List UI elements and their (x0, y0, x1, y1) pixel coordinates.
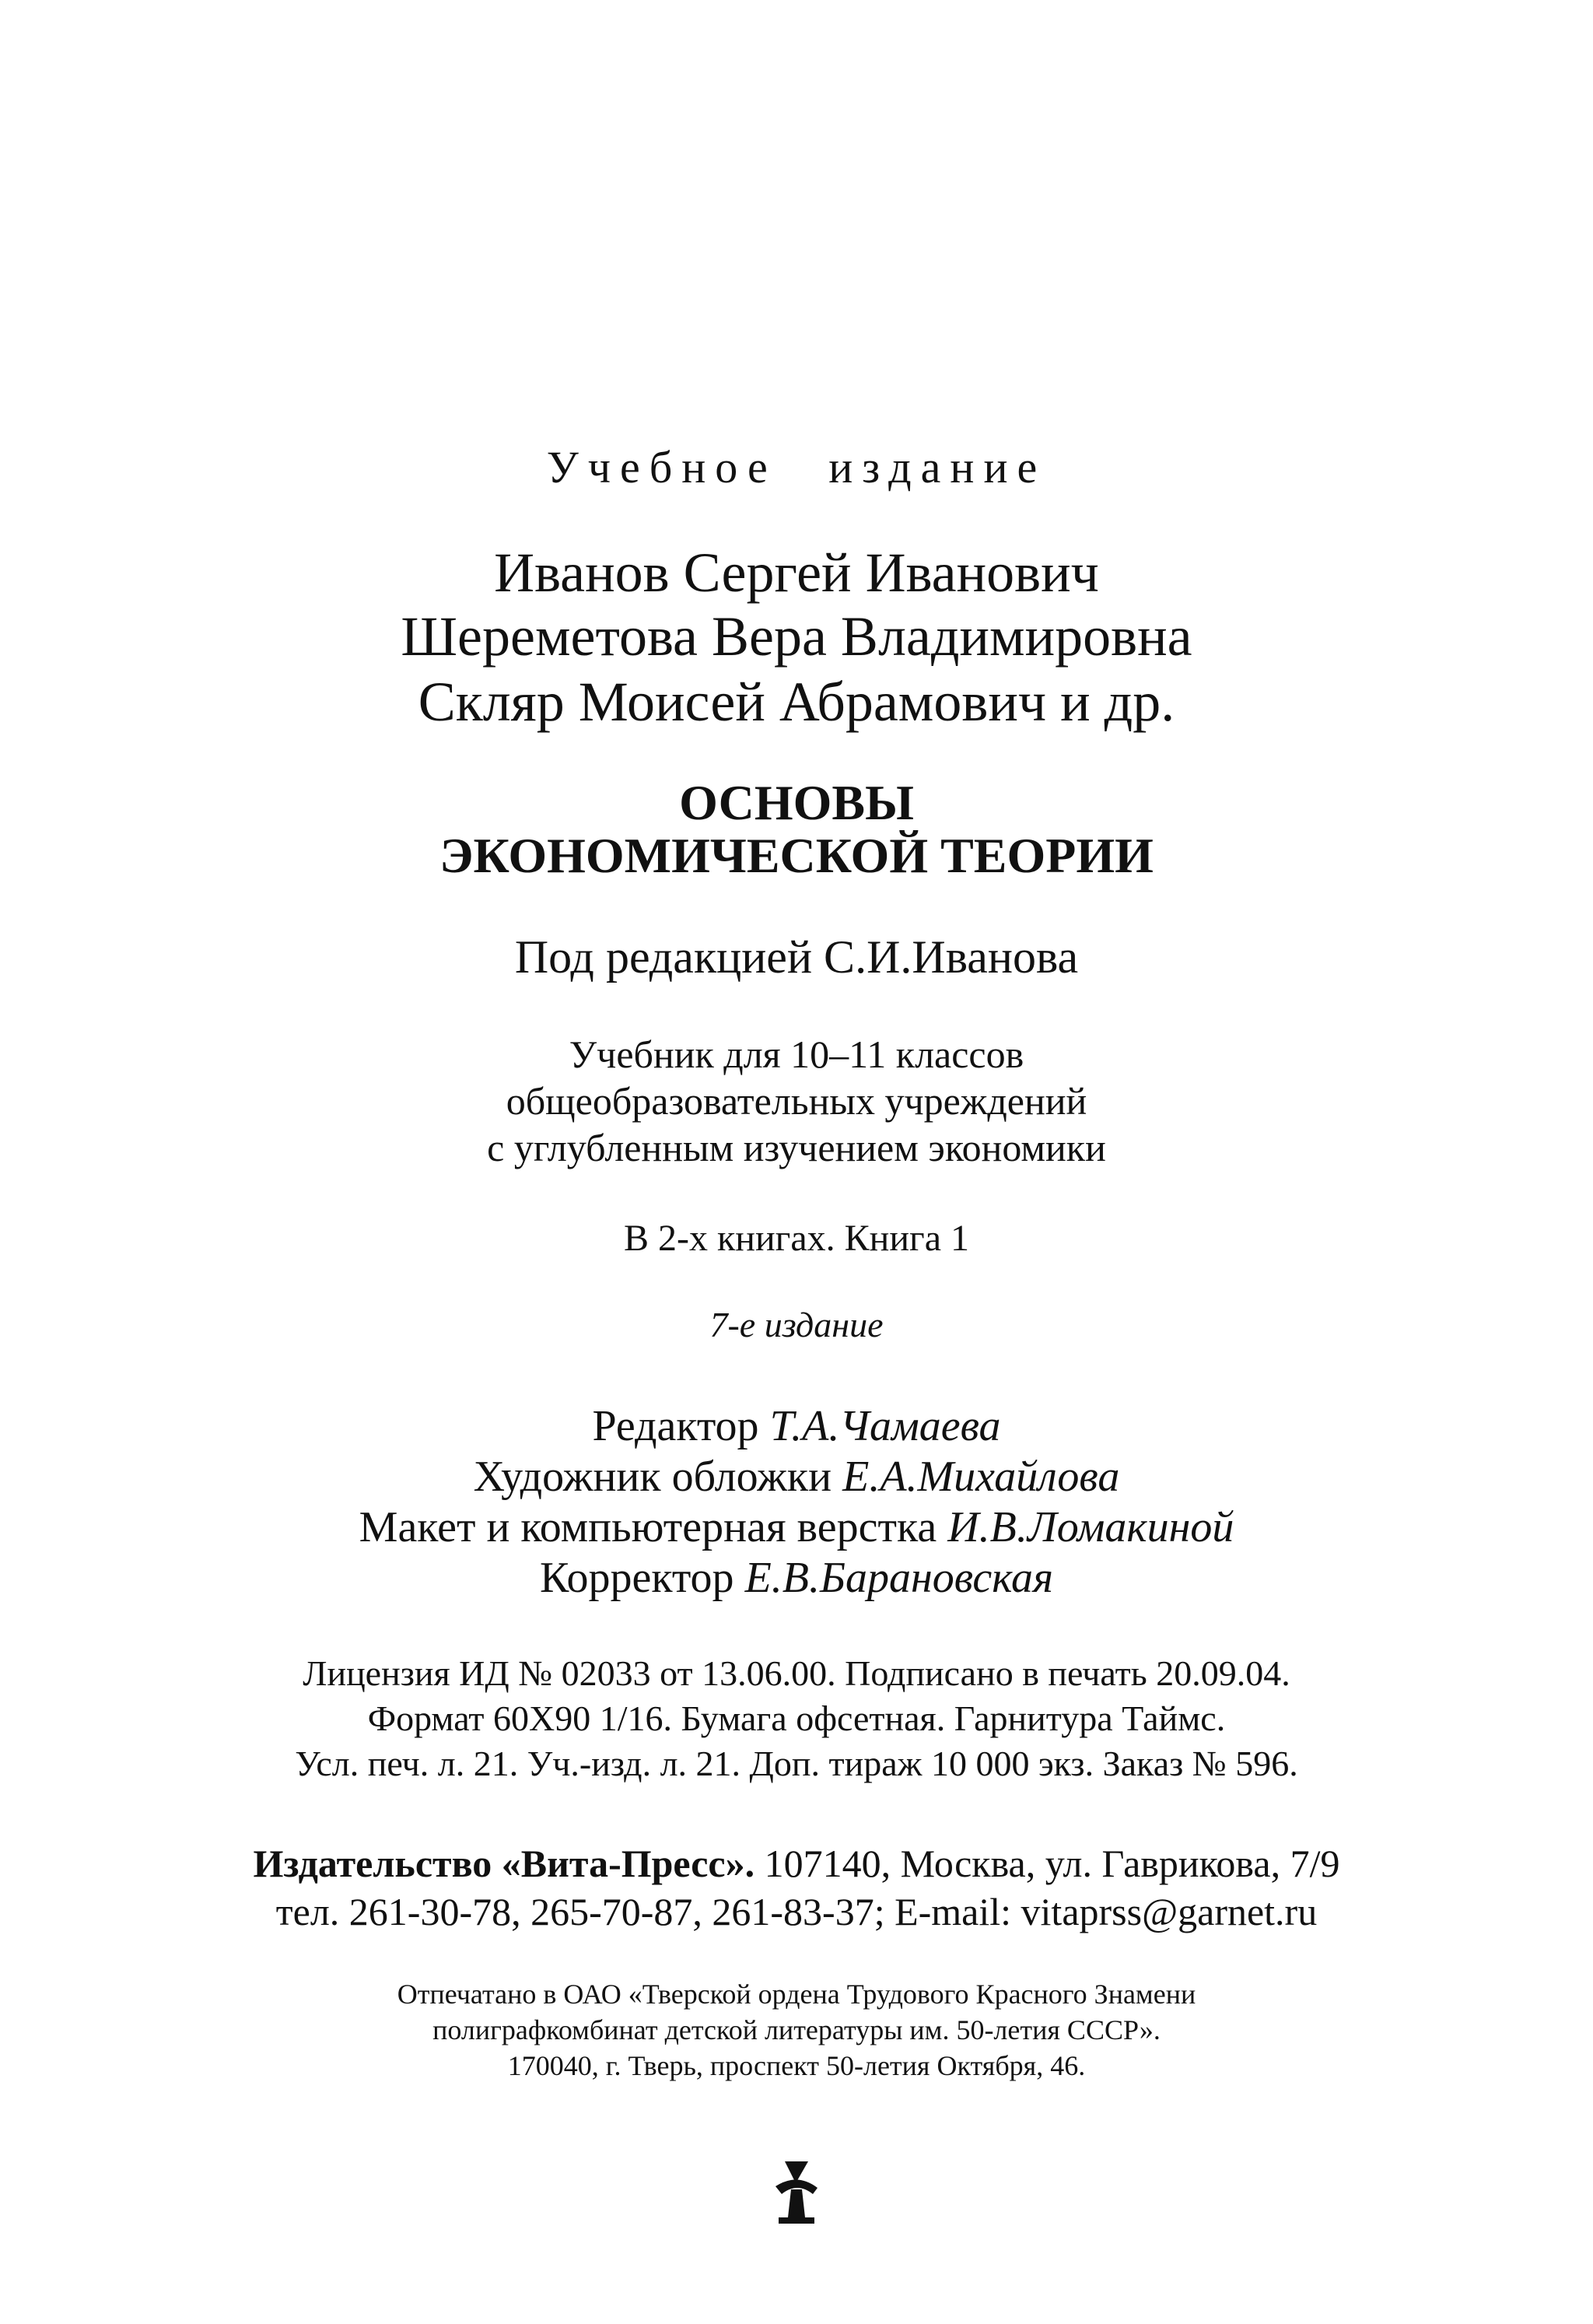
staff-role: Корректор (539, 1554, 734, 1602)
staff-name: Е.В.Барановская (744, 1554, 1054, 1602)
printer-emblem-icon (761, 2155, 832, 2225)
publisher-name: Издательство «Вита-Пресс». (253, 1842, 755, 1885)
staff-role: Редактор (592, 1402, 759, 1450)
emblem-base (779, 2217, 814, 2224)
publisher-contacts: тел. 261-30-78, 265-70-87, 261-83-37; E-mail: vitaprss@garnet.ru (275, 1890, 1318, 1933)
description-line-1: Учебник для 10–11 классов (569, 1032, 1024, 1076)
author-1: Иванов Сергей Иванович (494, 542, 1099, 604)
staff-name: Т.А.Чамаева (769, 1402, 1001, 1450)
emblem-stem (788, 2189, 805, 2217)
book-title-line-1: ОСНОВЫ (679, 775, 914, 830)
printer-line-2: полиграфкомбинат детской литературы им. 50-летия СССР». (432, 2014, 1161, 2045)
printer-emblem-svg (761, 2155, 832, 2225)
edited-by: Под редакцией С.И.Иванова (514, 931, 1079, 983)
staff-role: Художник обложки (473, 1453, 832, 1501)
license-line-1: Лицензия ИД № 02033 от 13.06.00. Подписано в печать 20.09.04. (303, 1653, 1290, 1693)
book-title-line-2: ЭКОНОМИЧЕСКОЙ ТЕОРИИ (439, 828, 1154, 883)
license-line-3: Усл. печ. л. 21. Уч.-изд. л. 21. Доп. тираж 10 000 экз. Заказ № 596. (295, 1744, 1298, 1783)
staff-name: И.В.Ломакиной (947, 1503, 1234, 1551)
staff-role: Макет и компьютерная верстка (359, 1503, 937, 1551)
staff-cover-artist (0, 1455, 1593, 1499)
publisher-line (0, 1844, 1593, 1883)
staff-proofreader (0, 1556, 1593, 1600)
volume-info: В 2-х книгах. Книга 1 (623, 1218, 970, 1259)
publisher-address: 107140, Москва, ул. Гаврикова, 7/9 (764, 1842, 1340, 1885)
printer-line-1: Отпечатано в ОАО «Тверской ордена Трудового Красного Знамени (397, 1979, 1196, 2010)
staff-editor (0, 1404, 1593, 1448)
printer-line-3: 170040, г. Тверь, проспект 50-летия Октября, 46. (507, 2050, 1086, 2081)
license-line-2: Формат 60Х90 1/16. Бумага офсетная. Гарнитура Таймс. (367, 1698, 1226, 1738)
description-line-3: с углубленным изучением экономики (487, 1126, 1106, 1169)
description-line-2: общеобразовательных учреждений (506, 1079, 1087, 1123)
series-label: Учебное издание (546, 442, 1047, 492)
author-2: Шереметова Вера Владимировна (401, 605, 1192, 668)
staff-name: Е.А.Михайлова (842, 1453, 1120, 1501)
edition-info: 7-е издание (709, 1305, 884, 1344)
author-3: Скляр Моисей Абрамович и др. (418, 671, 1175, 733)
staff-layout (0, 1503, 1593, 1551)
